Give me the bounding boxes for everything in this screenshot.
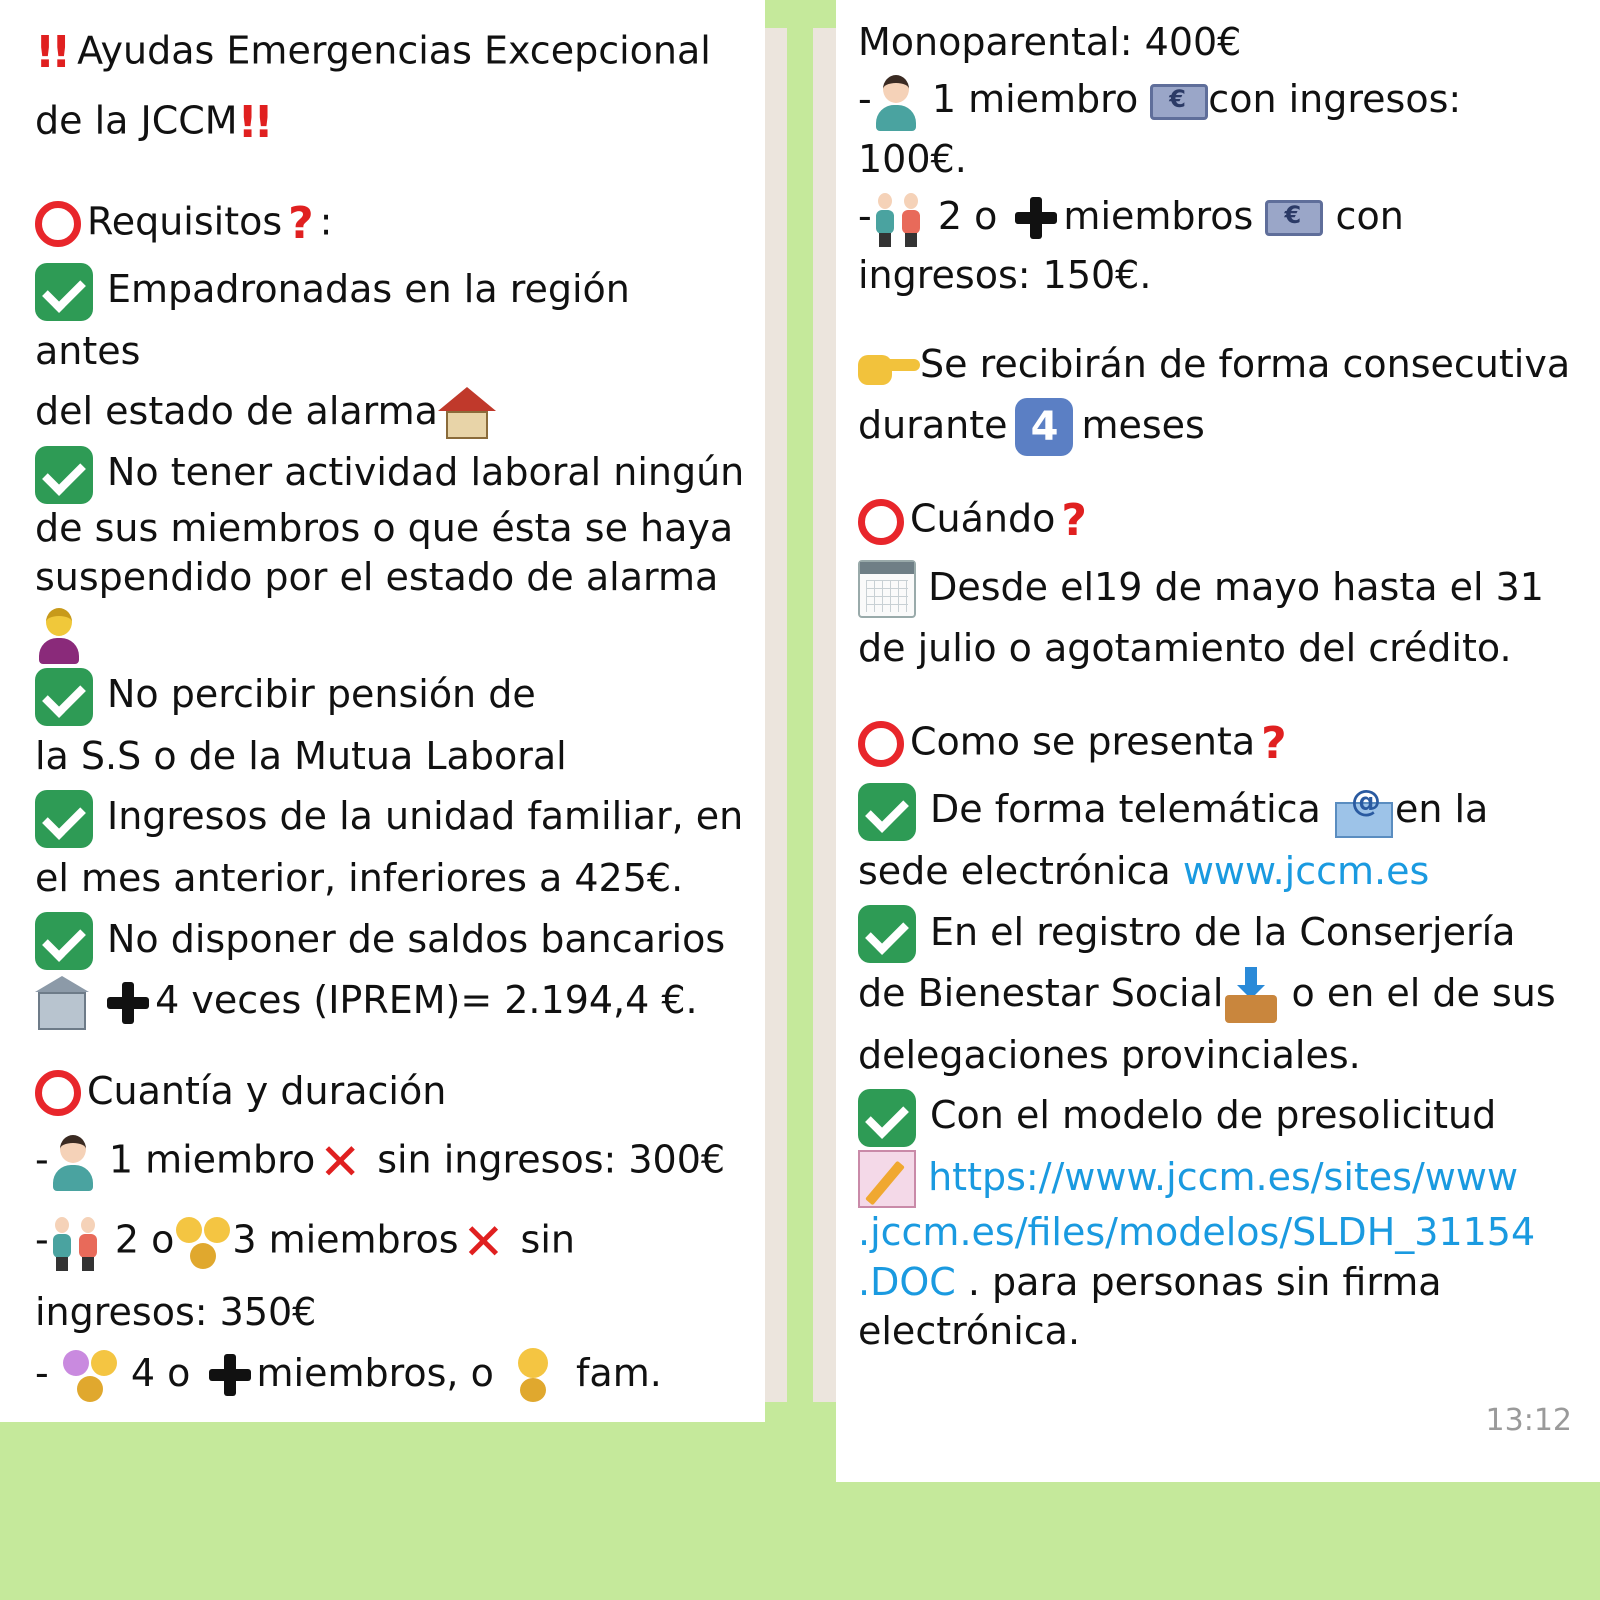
- keycap-four-icon: 4: [1015, 398, 1073, 456]
- question-mark-icon: ?: [1061, 495, 1087, 547]
- chat-background-strip: [813, 28, 836, 1402]
- calendar-icon: [858, 560, 916, 618]
- jccm-website-link[interactable]: www.jccm.es: [1182, 848, 1430, 893]
- message-timestamp: 13:12: [1485, 1403, 1572, 1438]
- check-mark-icon: [35, 790, 93, 848]
- plus-icon: [105, 980, 151, 1026]
- inbox-tray-icon: [1223, 967, 1279, 1025]
- form-download-link[interactable]: .jccm.es/files/modelos/SLDH_31154: [858, 1210, 1536, 1255]
- check-mark-icon: [858, 905, 916, 963]
- plus-icon: [207, 1352, 253, 1398]
- family-icon: [61, 1346, 119, 1404]
- bank-icon: [35, 976, 89, 1030]
- form-download-link[interactable]: https://www.jccm.es/sites/www: [928, 1154, 1519, 1199]
- email-icon: @: [1333, 784, 1395, 840]
- red-circle-icon: [858, 721, 904, 767]
- message-bubble-right: [836, 0, 1600, 1482]
- memo-icon: [858, 1150, 916, 1208]
- question-mark-icon: ?: [1261, 717, 1287, 769]
- couple-icon: [49, 1213, 103, 1271]
- couple-icon: [872, 189, 926, 247]
- section-heading: Cuantía y duración: [87, 1068, 447, 1113]
- question-mark-icon: ?: [288, 197, 314, 249]
- house-icon: [438, 387, 496, 441]
- euro-banknote-icon: [1150, 84, 1208, 120]
- chat-background-strip: [765, 28, 787, 1402]
- check-mark-icon: [35, 668, 93, 726]
- woman-icon: [49, 1133, 97, 1191]
- red-circle-icon: [35, 1070, 81, 1116]
- plus-icon: [1013, 195, 1059, 241]
- section-heading: Cuándo: [910, 497, 1056, 541]
- cross-mark-icon: ✕: [319, 1132, 362, 1191]
- title-text: de la JCCM: [35, 99, 238, 144]
- check-mark-icon: [858, 783, 916, 841]
- check-mark-icon: [858, 1089, 916, 1147]
- double-exclamation-icon: !!: [237, 97, 270, 149]
- section-heading: Requisitos: [87, 199, 283, 244]
- check-mark-icon: [35, 912, 93, 970]
- single-parent-family-icon: [506, 1346, 564, 1404]
- check-mark-icon: [35, 446, 93, 504]
- cross-mark-icon: ✕: [462, 1212, 505, 1271]
- title-text: Ayudas Emergencias Excepcional: [77, 28, 711, 73]
- euro-banknote-icon: [1265, 200, 1323, 236]
- message-bubble-left: [0, 0, 765, 1422]
- pointing-right-icon: [858, 345, 920, 389]
- red-circle-icon: [858, 499, 904, 545]
- double-exclamation-icon: !!: [35, 27, 68, 78]
- message-text: Monoparental: 400€ - 1 miembro € con ingresos: 100€. - 2 o miembros € con ingresos: 150€. Se recibirán de forma consecutiva durante 4 meses Cuándo ? Desde el19 de mayo hasta el 31 de julio o agotamiento del crédito. Como se presenta ? De forma telemática @ en la sede electrónica www.jccm.es En el registro de la Conserjería de Bienestar Social o en el de sus delegaciones provinciales. Con el modelo de presolicitud https://www.jccm.es/sites/www .jccm.es/files/modelos/SLDH_31154 .DOC . para personas sin firma electrónica.: [858, 14, 1573, 1357]
- woman-icon: [872, 73, 920, 131]
- message-text: !! Ayudas Emergencias Excepcional de la JCCM!! Requisitos ? : Empadronadas en la región antes del estado de alarma No tener actividad laboral ningún de sus miembros o que ésta se haya suspendido por el estado de alarma No percibir pensión de la S.S o de la Mutua Laboral Ingresos de la unidad familiar, en el mes anterior, inferiores a 425€. No disponer de saldos bancarios 4 veces (IPREM)= 2.194,4 €. Cuantía y duración - 1 miembro✕ sin ingresos: 300€ - 2 o 3 miembros✕ sin ingresos: 350€ - 4 o miembros, o fam.: [35, 18, 747, 1404]
- red-circle-icon: [35, 201, 81, 247]
- section-heading: Como se presenta: [910, 719, 1256, 764]
- form-download-link[interactable]: .DOC: [858, 1259, 956, 1304]
- check-mark-icon: [35, 263, 93, 321]
- family-icon: [174, 1213, 232, 1271]
- shrugging-person-icon: [35, 606, 83, 664]
